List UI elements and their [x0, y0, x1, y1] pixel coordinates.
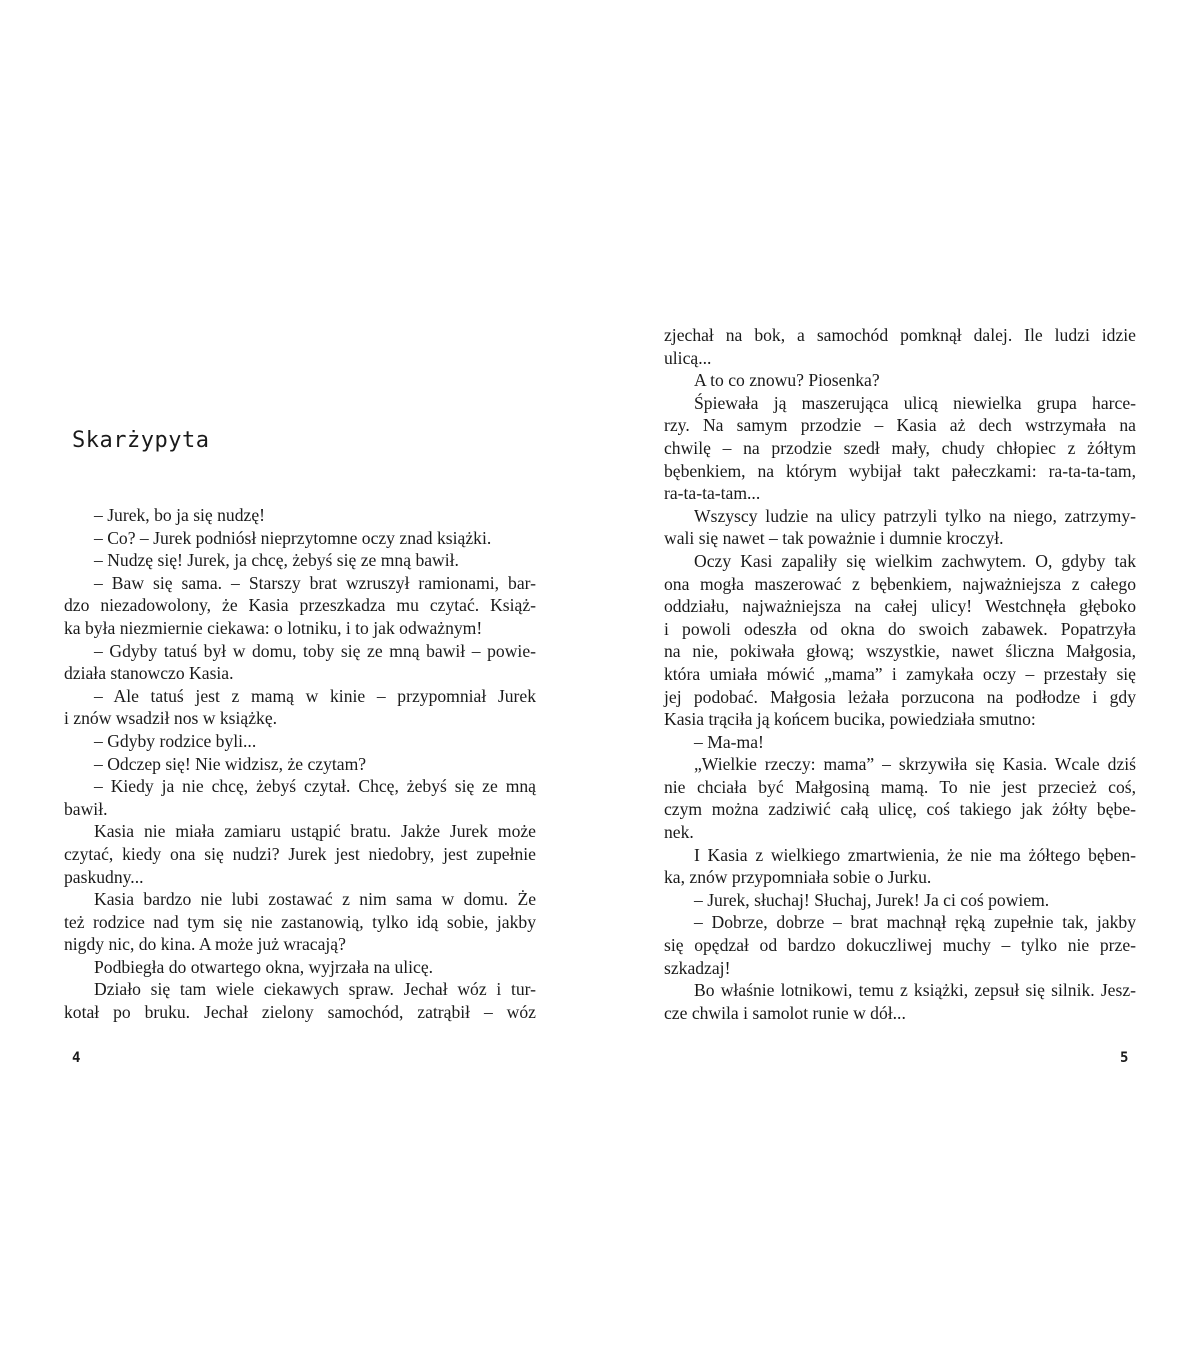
- text-line: – Gdyby tatuś był w domu, toby się ze mną bawił – powie-: [94, 640, 536, 661]
- text-line: – Dobrze, dobrze – brat machnął ręką zupełnie tak, jakby: [694, 912, 1136, 933]
- text-line: nie chciała być Małgosiną mamą. To nie jest przecież coś,: [664, 776, 1136, 797]
- text-line: „Wielkie rzeczy: mama” – skrzywiła się Kasia. Wcale dziś: [694, 754, 1136, 775]
- text-line: cze chwila i samolot runie w dół...: [664, 1002, 906, 1023]
- text-line: czytać, kiedy ona się nudzi? Jurek jest niedobry, jest zupełnie: [64, 843, 536, 864]
- text-line: bawił.: [64, 798, 108, 819]
- text-line: I Kasia z wielkiego zmartwienia, że nie ma żółtego bęben-: [694, 844, 1136, 865]
- text-line: – Co? – Jurek podniósł nieprzytomne oczy znad książki.: [94, 527, 492, 548]
- page-number-right: 5: [1120, 1050, 1129, 1066]
- text-line: – Ale tatuś jest z mamą w kinie – przypomniał Jurek: [94, 685, 536, 706]
- text-line: ulicą...: [664, 347, 712, 368]
- text-line: Działo się tam wiele ciekawych spraw. Jechał wóz i tur-: [94, 979, 536, 1000]
- text-line: i znów wsadził nos w książkę.: [64, 708, 278, 729]
- text-line: czym można zadziwić całą ulicę, coś takiego jak żółty bębe-: [664, 799, 1136, 820]
- text-line: Bo właśnie lotnikowi, temu z książki, zepsuł się silnik. Jesz-: [694, 980, 1136, 1001]
- text-line: wali się nawet – tak poważnie i dumnie kroczył.: [664, 528, 1004, 549]
- text-line: Wszyscy ludzie na ulicy patrzyli tylko na niego, zatrzymy-: [694, 505, 1136, 526]
- text-line: nek.: [664, 822, 694, 843]
- text-line: Kasia nie miała zamiaru ustąpić bratu. Jakże Jurek może: [94, 821, 536, 842]
- text-line: Kasia bardzo nie lubi zostawać z nim sama w domu. Że: [94, 889, 536, 910]
- text-line: ka, znów przypomniała sobie o Jurku.: [664, 867, 932, 888]
- right-page-text: [664, 324, 1136, 1024]
- text-line: szkadzaj!: [664, 957, 731, 978]
- text-line: Kasia trąciła ją końcem bucika, powiedziała smutno:: [664, 709, 1036, 730]
- text-line: – Nudzę się! Jurek, ja chcę, żebyś się ze mną bawił.: [94, 550, 459, 571]
- text-line: paskudny...: [64, 866, 144, 887]
- text-line: Oczy Kasi zapaliły się wielkim zachwytem. O, gdyby tak: [694, 550, 1136, 571]
- text-line: – Ma-ma!: [694, 731, 764, 752]
- text-line: – Jurek, słuchaj! Słuchaj, Jurek! Ja ci coś powiem.: [694, 889, 1050, 910]
- text-line: – Baw się sama. – Starszy brat wzruszył ramionami, bar-: [94, 572, 536, 593]
- text-line: która umiała mówić „mama” i zamykała oczy – przestały się: [664, 663, 1136, 684]
- text-line: Podbiegła do otwartego okna, wyjrzała na ulicę.: [94, 956, 434, 977]
- text-line: się opędzał od bardzo dokuczliwej muchy – tylko nie prze-: [664, 935, 1136, 956]
- text-line: – Odczep się! Nie widzisz, że czytam?: [94, 753, 367, 774]
- chapter-title: Skarżypyta: [72, 428, 210, 453]
- text-line: dzo niezadowolony, że Kasia przeszkadza mu czytać. Książ-: [64, 595, 536, 616]
- text-line: oddziału, najważniejsza na całej ulicy! Westchnęła głęboko: [664, 596, 1136, 617]
- text-line: bębenkiem, na którym wybijał takt pałeczkami: ra-ta-ta-tam,: [664, 460, 1136, 481]
- text-line: A to co znowu? Piosenka?: [694, 370, 880, 391]
- text-line: kotał po bruku. Jechał zielony samochód, zatrąbił – wóz: [64, 1002, 536, 1023]
- text-line: na nie, pokiwała głową; wszystkie, nawet śliczna Małgosia,: [664, 641, 1136, 662]
- text-line: rzy. Na samym przodzie – Kasia aż dech wstrzymała na: [664, 415, 1136, 436]
- text-line: też rodzice nad tym się nie zastanowią, tylko idą sobie, jakby: [64, 911, 536, 932]
- text-line: działa stanowczo Kasia.: [64, 663, 234, 684]
- text-line: – Kiedy ja nie chcę, żebyś czytał. Chcę, żebyś się ze mną: [94, 776, 536, 797]
- text-line: ra-ta-ta-tam...: [664, 483, 761, 504]
- text-line: i powoli odeszła od okna do swoich zabawek. Popatrzyła: [664, 618, 1136, 639]
- right-page: [600, 0, 1200, 1372]
- left-page-text: [64, 504, 536, 1024]
- page-number-left: 4: [72, 1050, 81, 1066]
- text-line: zjechał na bok, a samochód pomknął dalej. Ile ludzi idzie: [664, 325, 1136, 345]
- text-line: – Jurek, bo ja się nudzę!: [94, 505, 265, 525]
- text-line: nigdy nic, do kina. A może już wracają?: [64, 934, 346, 955]
- text-line: ka była niezmiernie ciekawa: o lotniku, i to jak odważnym!: [64, 617, 483, 638]
- text-line: Śpiewała ją maszerująca ulicą niewielka grupa harce-: [694, 392, 1136, 413]
- text-line: ona mogła maszerować z bębenkiem, najważniejsza z całego: [664, 573, 1136, 594]
- text-line: chwilę – na przodzie szedł mały, chudy chłopiec z żółtym: [664, 437, 1136, 458]
- text-line: jej podobać. Małgosia leżała porzucona na podłodze i gdy: [664, 686, 1136, 707]
- text-line: – Gdyby rodzice byli...: [94, 730, 257, 751]
